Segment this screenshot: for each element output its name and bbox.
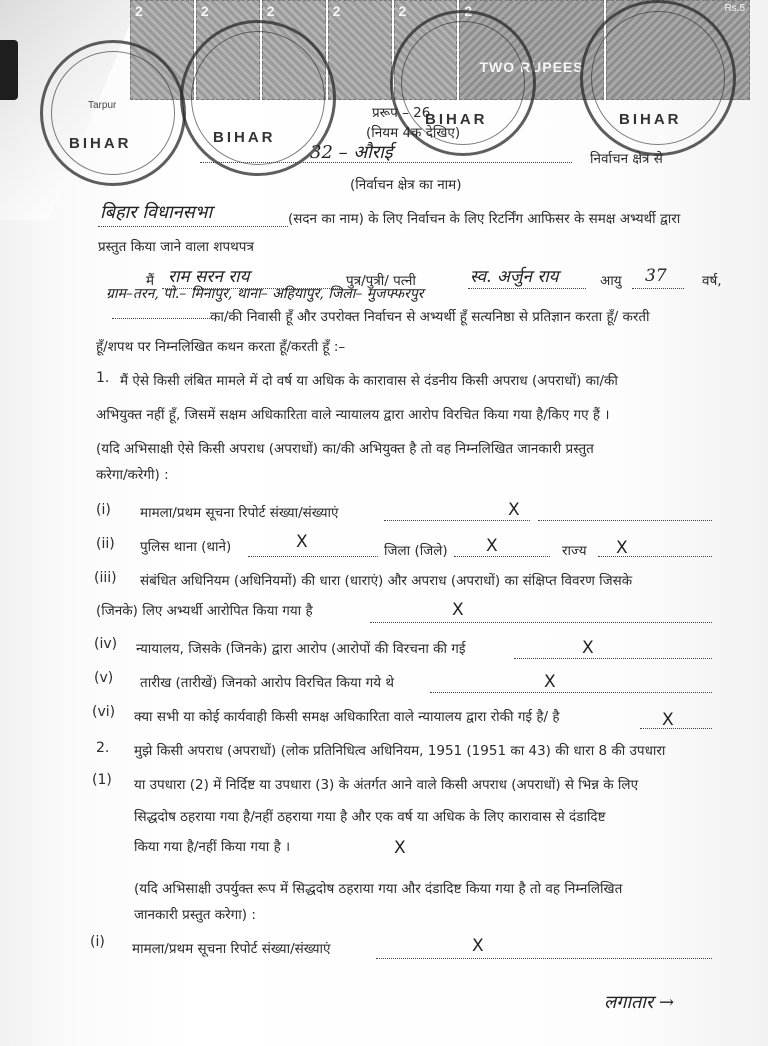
item-text: मामला/प्रथम सूचना रिपोर्ट संख्या/संख्याएं [140, 505, 339, 521]
district-label: जिला (जिले) [384, 543, 448, 559]
cross-mark: X [472, 936, 484, 956]
item-text: संबंधित अधिनियम (अधिनियमों) की धारा (धाराएं) और अपराध (अपराधों) का संक्षिप्त विवरण जिसके [140, 573, 633, 589]
stamp: 2 [196, 0, 260, 100]
intro-line-1: (सदन का नाम) के लिए निर्वाचन के लिए रिटर्निंग आफिसर के समक्ष अभ्यर्थी द्वारा [288, 211, 681, 227]
stamp: 2 [328, 0, 392, 100]
item-text: क्या सभी या कोई कार्यवाही किसी समक्ष अधिकारिता वाले न्यायालय द्वारा रोकी गई है/ है [134, 709, 560, 725]
cross-mark: X [394, 838, 406, 858]
constituency-suffix: निर्वाचन क्षेत्र से [590, 151, 663, 167]
cross-mark: X [486, 536, 498, 556]
section-2-line-4: किया गया है/नहीं किया गया है । [134, 839, 291, 855]
cross-mark: X [616, 538, 628, 558]
cross-mark: X [452, 600, 464, 620]
stamp: 2 [262, 0, 326, 100]
intro-line-2: प्रस्तुत किया जाने वाला शपथपत्र [98, 239, 254, 255]
seal-place: Tarpur [88, 100, 117, 111]
rule-reference: (नियम 4क देखिए) [366, 125, 461, 141]
address-handwritten: ग्राम–तरन, पो.– मिनापुर, थाना– अहियापुर, जिला– मुजफ्फरपुर [106, 286, 424, 302]
cross-mark: X [296, 532, 308, 552]
item-number: (iv) [94, 636, 118, 652]
stamp-denomination: Rs.5 [724, 3, 745, 14]
cross-mark: X [544, 672, 556, 692]
section-2-line-1: मुझे किसी अपराध (अपराधों) (लोक प्रतिनिधित्व अधिनियम, 1951 (1951 का 43) की धारा 8 की उपधारा [134, 743, 666, 759]
declarant-name: राम सरन राय [168, 267, 250, 287]
section-1-line-2: अभियुक्त नहीं हूँ, जिसमें सक्षम अधिकारिता वाले न्यायालय द्वारा आरोप विरचित किया गया है/किए गए हैं । [96, 407, 610, 423]
item-text: तारीख (तारीखें) जिनको आरोप विरचित किया गये थे [140, 675, 394, 691]
section-1-note-1: (यदि अभिसाक्षी ऐसे किसी अपराध (अपराधों) का/की अभियुक्त है तो वह निम्नलिखित जानकारी प्रस्तुत [96, 441, 594, 457]
section-2-sub-number: (1) [92, 772, 112, 788]
section-2-note-2: जानकारी प्रस्तुत करेगा) : [134, 907, 256, 923]
constituency-handwritten: 32 – औराई [310, 142, 393, 163]
fill-line [454, 556, 550, 557]
state-label: राज्य [562, 543, 587, 559]
fill-line [370, 622, 712, 623]
section-1-number: 1. [96, 370, 110, 386]
section-2-line-3: सिद्धदोष ठहराया गया है/नहीं ठहराया गया है और एक वर्ष या अधिक के लिए कारावास से दंडादिष्ट [134, 809, 606, 825]
seal-inner-ring [51, 51, 175, 175]
fill-line [384, 520, 530, 521]
house-line [98, 226, 288, 227]
years-label: वर्ष, [702, 273, 722, 289]
declarant-line-4: हूँ/शपथ पर निम्नलिखित कथन करता हूँ/करती हूँ :– [96, 339, 346, 355]
fill-line [514, 658, 712, 659]
section-2-line-2: या उपधारा (2) में निर्दिष्ट या उपधारा (3) के अंतर्गत आने वाले किसी अपराध (अपराधों) से भिन्न के लिए [134, 777, 639, 793]
section-1-note-2: करेगा/करेगी) : [96, 467, 169, 483]
section-2-number: 2. [96, 740, 110, 756]
age-label: आयु [600, 273, 622, 289]
form-number: प्ररूप – 26 [372, 105, 431, 121]
declarant-main: मैं [146, 273, 155, 289]
item-number: (v) [94, 670, 114, 686]
fill-line [248, 556, 378, 557]
item-text: मामला/प्रथम सूचना रिपोर्ट संख्या/संख्याएं [132, 941, 331, 957]
item-text: न्यायालय, जिसके (जिनके) द्वारा आरोप (आरोपों की विरचना की गई [136, 641, 466, 657]
item-number: (ii) [96, 536, 115, 552]
fill-line [430, 692, 712, 693]
continued-note: लगातार → [604, 992, 675, 1013]
fill-line [538, 520, 712, 521]
declarant-line-3: का/की निवासी हूँ और उपरोक्त निर्वाचन से अभ्यर्थी हूँ सत्यनिष्ठा से प्रतिज्ञान करता हूँ/ करती [210, 309, 650, 325]
stamp: 2 [394, 0, 458, 100]
bihar-seal: BIHAR [580, 0, 736, 156]
fill-line [640, 728, 712, 729]
item-text: पुलिस थाना (थाने) [140, 539, 232, 555]
fill-line [376, 958, 712, 959]
item-number: (iii) [94, 570, 117, 586]
bihar-seal: BIHAR [40, 40, 186, 186]
age-line [632, 288, 684, 289]
cross-mark: X [582, 638, 594, 658]
stamp: 2 [130, 0, 194, 100]
address-line [112, 318, 212, 319]
constituency-caption: (निर्वाचन क्षेत्र का नाम) [350, 177, 462, 193]
item-text-continued: (जिनके) लिए अभ्यर्थी आरोपित किया गया है [96, 603, 313, 619]
father-name: स्व. अर्जुन राय [470, 267, 559, 287]
item-number: (i) [96, 502, 111, 518]
house-handwritten: बिहार विधानसभा [100, 202, 213, 223]
father-line [468, 288, 586, 289]
bihar-seal: BIHAR [390, 10, 536, 156]
bihar-seal: BIHAR [180, 20, 336, 176]
section-1-line-1: मैं ऐसे किसी लंबित मामले में दो वर्ष या अधिक के कारावास से दंडनीय किसी अपराध (अपराधों) का/की [120, 373, 618, 389]
cross-mark: X [662, 710, 674, 730]
item-number: (i) [90, 934, 105, 950]
cross-mark: X [508, 500, 520, 520]
binder-clip [0, 40, 18, 100]
stamp: 2 TWO RUPEES [459, 0, 603, 100]
age-value: 37 [645, 266, 667, 286]
relation-text: पुत्र/पुत्री/ पत्नी [346, 273, 416, 289]
section-2-note-1: (यदि अभिसाक्षी उपर्युक्त रूप में सिद्धदोष ठहराया गया और दंडादिष्ट किया गया है तो वह निम्नलिखित [134, 881, 623, 897]
item-number: (vi) [92, 704, 116, 720]
stamp-denomination: TWO RUPEES [479, 59, 584, 75]
